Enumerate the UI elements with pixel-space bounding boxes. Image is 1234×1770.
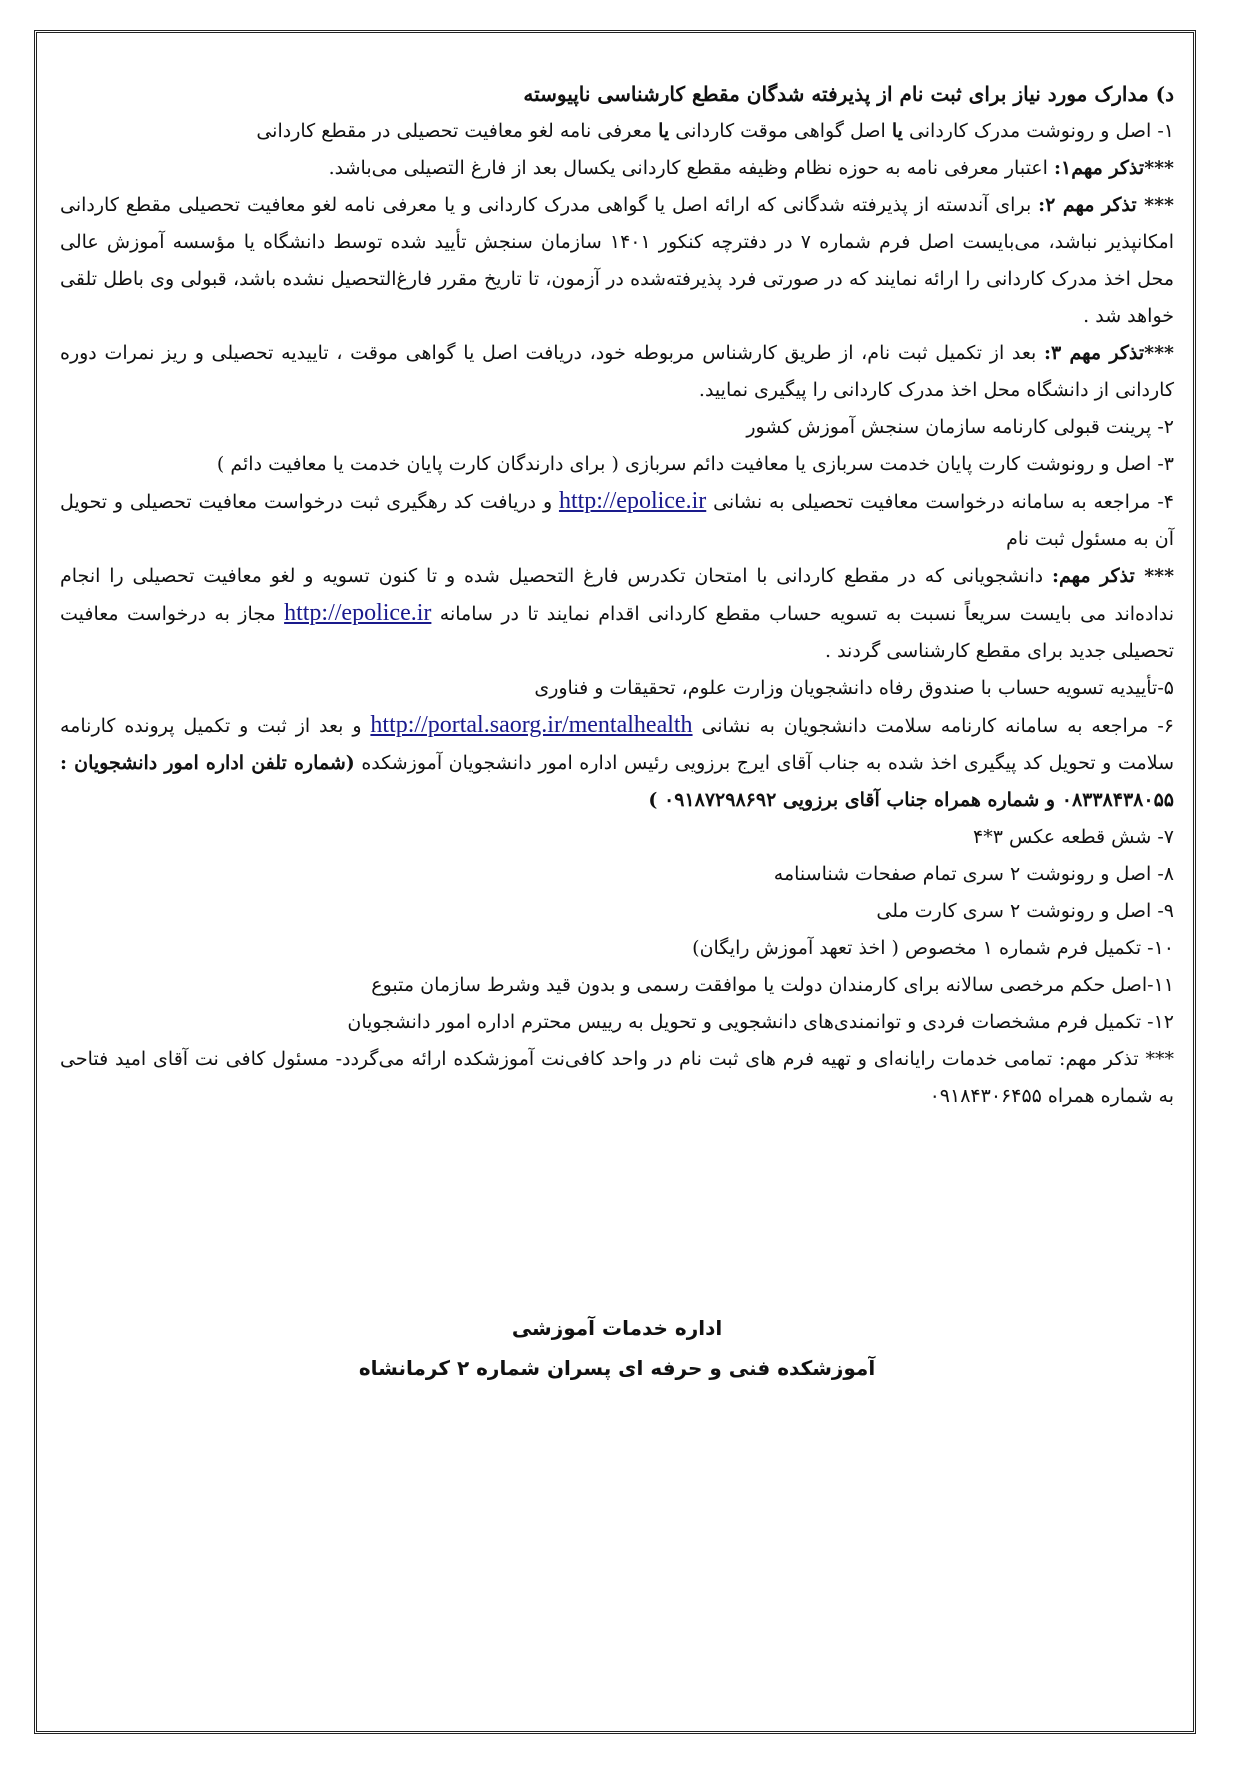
item-2: ۲- پرینت قبولی کارنامه سازمان سنجش آموزش کشور — [746, 416, 1174, 438]
item-3: ۳- اصل و رونوشت کارت پایان خدمت سربازی یا معافیت دائم سربازی ( برای دارندگان کارت پایان خدمت یا معافیت دائم ) — [216, 453, 1174, 475]
item-8: ۸- اصل و رونوشت ۲ سری تمام صفحات شناسنامه — [773, 863, 1174, 885]
signature-block — [60, 1308, 1174, 1388]
item-11: ۱۱-اصل حکم مرخصی سالانه برای کارمندان دولت یا موافقت رسمی و بدون قید وشرط سازمان متبوع — [371, 974, 1174, 996]
note-4: *** تذکر مهم: دانشجویانی که در مقطع کاردانی با امتحان تکدرس فارغ التحصیل شده و تا کنون تسویه و لغو معافیت تحصیلی را انجام نداده‌اند می بایست سریعاً نسبت به تسویه حساب مقطع کاردانی اقدام نمایند تا در سامانه http://epolice.ir مجاز به درخواست معافیت تحصیلی جدید برای مقطع کارشناسی گردند . — [60, 565, 1175, 662]
item-1: ۱- اصل و رونوشت مدرک کاردانی یا اصل گواهی موقت کاردانی یا معرفی نامه لغو معافیت تحصیلی در مقطع کاردانی — [256, 120, 1174, 142]
epolice-link-2[interactable]: http://epolice.ir — [284, 600, 432, 626]
note-3: ***تذکر مهم ۳: بعد از تکمیل ثبت نام، از طریق کارشناس مربوطه خود، دریافت اصل یا گواهی موقت ، تاییدیه تحصیلی و ریز نمرات دوره کاردانی از دانشگاه محل اخذ مدرک کاردانی را پیگیری نمایید. — [60, 342, 1174, 401]
office-name: اداره خدمات آموزشی — [511, 1316, 723, 1340]
item-9: ۹- اصل و رونوشت ۲ سری کارت ملی — [876, 900, 1174, 922]
item-12: ۱۲- تکمیل فرم مشخصات فردی و توانمندی‌های دانشجویی و تحویل به رییس محترم اداره امور دانشجویان — [347, 1011, 1174, 1033]
note-1: ***تذکر مهم۱: اعتبار معرفی نامه به حوزه نظام وظیفه مقطع کاردانی یکسال بعد از فارغ التصیلی می‌باشد. — [328, 157, 1174, 179]
mentalhealth-link[interactable]: http://portal.saorg.ir/mentalhealth — [370, 712, 693, 738]
institution-name: آموزشکده فنی و حرفه ای پسران شماره ۲ کرمانشاه — [358, 1356, 876, 1380]
section-title: د) مدارک مورد نیاز برای ثبت نام از پذیرفته شدگان مقطع کارشناسی ناپیوسته — [523, 82, 1174, 106]
note-2: *** تذکر مهم ۲: برای آندسته از پذیرفته شدگانی که ارائه اصل یا گواهی مدرک کاردانی و یا معرفی نامه لغو معافیت تحصیلی مقطع کاردانی امکانپذیر نباشد، می‌بایست اصل فرم شماره ۷ در دفترچه کنکور ۱۴۰۱ سازمان سنجش تأیید شده توسط دانشگاه یا مؤسسه آموزش عالی محل اخذ مدرک کاردانی را ارائه نمایند که در صورتی فرد پذیرفته‌شده در آزمون، تا تاریخ مقرر فارغ‌التحصیل نشده باشد، قبولی وی باطل تلقی خواهد شد . — [60, 194, 1174, 327]
note-5: *** تذکر مهم: تمامی خدمات رایانه‌ای و تهیه فرم های ثبت نام در واحد کافی‌نت آموزشکده ارائه می‌گردد- مسئول کافی نت آقای امید فتاحی به شماره همراه ۰۹۱۸۴۳۰۶۴۵۵ — [60, 1048, 1174, 1107]
item-7: ۷- شش قطعه عکس ۳*۴ — [973, 826, 1174, 848]
item-5: ۵-تأییدیه تسویه حساب با صندوق رفاه دانشجویان وزارت علوم، تحقیقات و فناوری — [534, 677, 1174, 699]
item-6: ۶- مراجعه به سامانه کارنامه سلامت دانشجویان به نشانی http://portal.saorg.ir/mentalhealth و بعد از ثبت و تکمیل پرونده کارنامه سلامت و تحویل کد پیگیری اخذ شده به جناب آقای ایرج برزویی رئیس اداره امور دانشجویان آموزشکده (شماره تلفن اداره امور دانشجویان : ۰۸۳۳۸۴۳۸۰۵۵ و شماره همراه جناب آقای برزویی ۰۹۱۸۷۲۹۸۶۹۲ ) — [60, 712, 1174, 811]
item-4: ۴- مراجعه به سامانه درخواست معافیت تحصیلی به نشانی http://epolice.ir و دریافت کد رهگیری ثبت درخواست معافیت تحصیلی و تحویل آن به مسئول ثبت نام — [60, 488, 1174, 550]
item-10: ۱۰- تکمیل فرم شماره ۱ مخصوص ( اخذ تعهد آموزش رایگان) — [692, 937, 1174, 959]
document-body — [60, 76, 1174, 1115]
epolice-link[interactable]: http://epolice.ir — [558, 488, 707, 514]
